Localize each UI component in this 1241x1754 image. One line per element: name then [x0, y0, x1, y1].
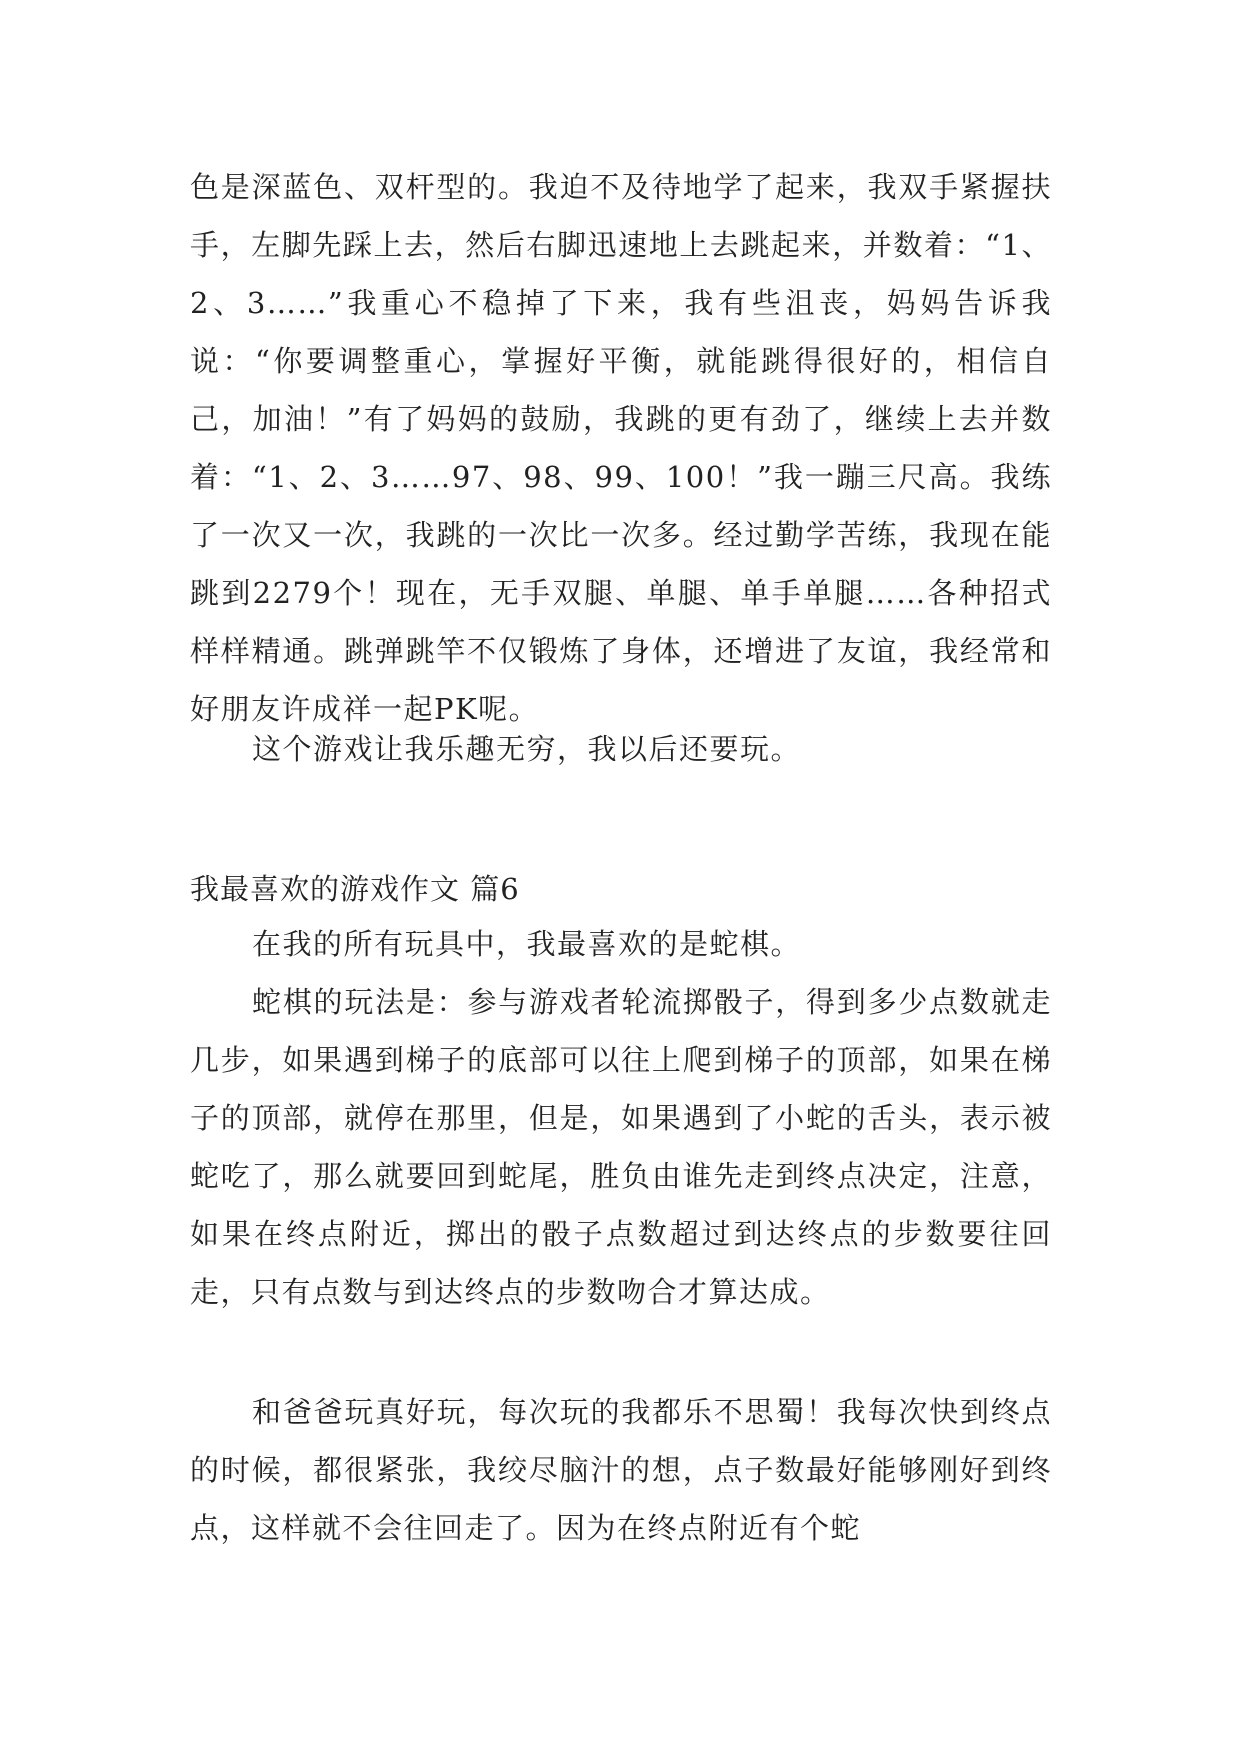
paragraph-intro: 在我的所有玩具中，我最喜欢的是蛇棋。 — [252, 927, 802, 961]
paragraph-continuation: 色是深蓝色、双杆型的。我迫不及待地学了起来，我双手紧握扶手，左脚先踩上去，然后右脚迅速地上去跳起来，并数着：“1、2、3……”我重心不稳掉了下来，我有些沮丧，妈妈告诉我说：“你要调整重心，掌握好平衡，就能跳得很好的，相信自己，加油！”有了妈妈的鼓励，我跳的更有劲了，继续上去并数着：“1、2、3……97、98、99、100！”我一蹦三尺高。我练了一次又一次，我跳的一次比一次多。经过勤学苦练，我现在能跳到2279个！现在，无手双腿、单腿、单手单腿……各种招式样样精通。跳弹跳竿不仅锻炼了身体，还增进了友谊，我经常和好朋友许成祥一起PK呢。 — [190, 170, 1052, 726]
paragraph-rules: 蛇棋的玩法是：参与游戏者轮流掷骰子，得到多少点数就走几步，如果遇到梯子的底部可以往上爬到梯子的顶部，如果在梯子的顶部，就停在那里，但是，如果遇到了小蛇的舌头，表示被蛇吃了，那么就要回到蛇尾，胜负由谁先走到终点决定，注意，如果在终点附近，掷出的骰子点数超过到达终点的步数要往回走，只有点数与到达终点的步数吻合才算达成。 — [190, 985, 1052, 1309]
paragraph-experience: 和爸爸玩真好玩，每次玩的我都乐不思蜀！我每次快到终点的时候，都很紧张，我绞尽脑汁的想，点子数最好能够刚好到终点，这样就不会往回走了。因为在终点附近有个蛇 — [190, 1395, 1052, 1545]
paragraph-conclusion: 这个游戏让我乐趣无穷，我以后还要玩。 — [252, 732, 802, 766]
section-heading: 我最喜欢的游戏作文 篇6 — [190, 872, 520, 906]
